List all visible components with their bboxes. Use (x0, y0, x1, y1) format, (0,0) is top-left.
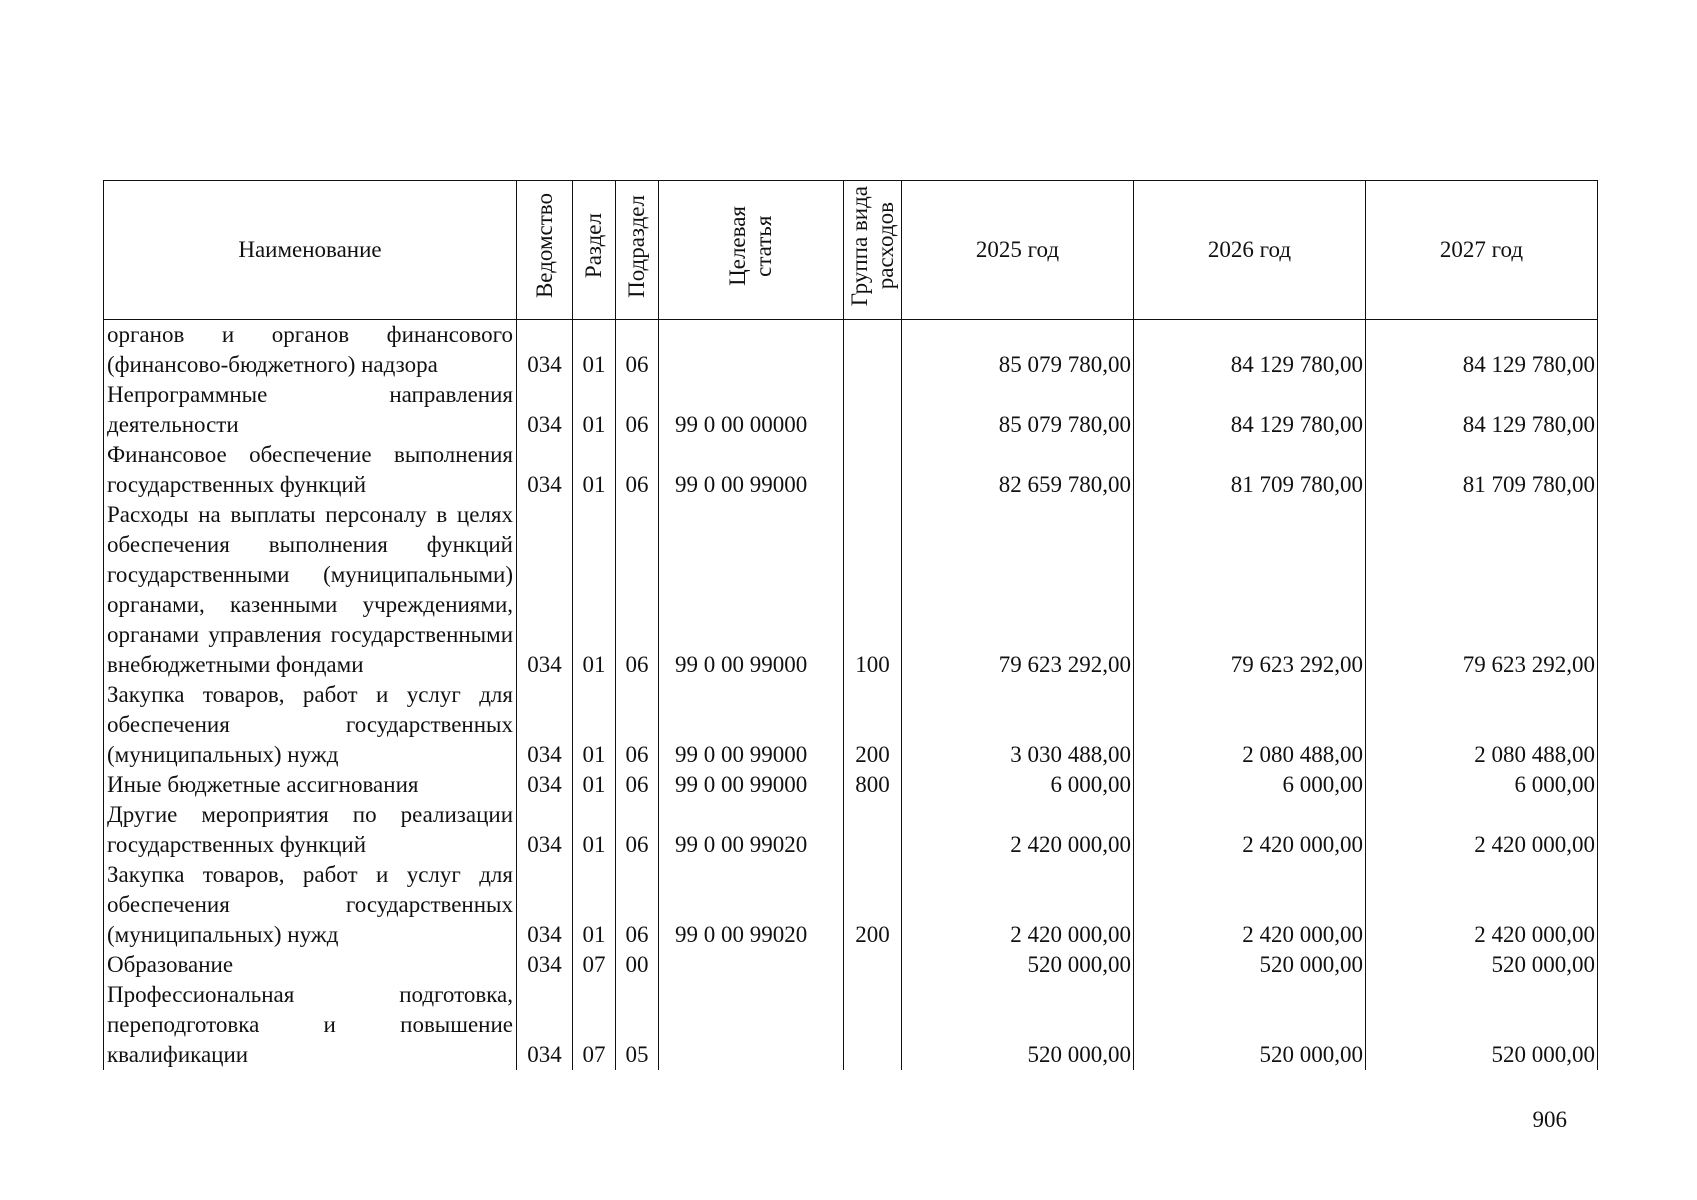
header-2026: 2026 год (1134, 181, 1366, 320)
row-subsection: 06 (616, 800, 659, 860)
table-row (104, 500, 1598, 680)
row-subsection: 06 (616, 680, 659, 770)
table-row (104, 320, 1598, 381)
row-department: 034 (517, 380, 573, 440)
row-target-article: 99 0 00 99020 (659, 800, 844, 860)
budget-table (103, 180, 1598, 1070)
row-value-2026: 2 420 000,00 (1134, 800, 1366, 860)
row-value-2026: 6 000,00 (1134, 770, 1366, 800)
row-name: Непрограммные направления деятельности (104, 380, 517, 440)
row-subsection: 06 (616, 500, 659, 680)
row-value-2025: 85 079 780,00 (902, 320, 1134, 381)
row-value-2027: 2 080 488,00 (1366, 680, 1598, 770)
row-value-2025: 6 000,00 (902, 770, 1134, 800)
row-value-2025: 85 079 780,00 (902, 380, 1134, 440)
row-subsection: 05 (616, 980, 659, 1070)
row-name: Закупка товаров, работ и услуг для обеспечения государственных (муниципальных) нужд (104, 680, 517, 770)
row-target-article (659, 320, 844, 381)
row-subsection: 06 (616, 770, 659, 800)
row-department: 034 (517, 500, 573, 680)
row-value-2025: 520 000,00 (902, 980, 1134, 1070)
row-value-2027: 520 000,00 (1366, 980, 1598, 1070)
row-value-2026: 520 000,00 (1134, 980, 1366, 1070)
row-expense-group (844, 440, 902, 500)
table-row (104, 860, 1598, 950)
row-department: 034 (517, 770, 573, 800)
row-department: 034 (517, 320, 573, 381)
row-subsection: 06 (616, 380, 659, 440)
row-section: 01 (573, 380, 616, 440)
row-department: 034 (517, 860, 573, 950)
row-name: Образование (104, 950, 517, 980)
header-target-article: Целевая статья (659, 181, 844, 320)
row-target-article: 99 0 00 99000 (659, 500, 844, 680)
row-department: 034 (517, 800, 573, 860)
row-target-article (659, 980, 844, 1070)
row-value-2026: 81 709 780,00 (1134, 440, 1366, 500)
table-row (104, 680, 1598, 770)
row-expense-group (844, 950, 902, 980)
row-value-2025: 2 420 000,00 (902, 800, 1134, 860)
row-name: Расходы на выплаты персоналу в целях обеспечения выполнения функций государственными (муниципальными) органами, казенными учреждениями, органами управления государственными внебюджетными фондами (104, 500, 517, 680)
header-row (104, 181, 1598, 320)
row-value-2026: 79 623 292,00 (1134, 500, 1366, 680)
row-expense-group: 200 (844, 680, 902, 770)
row-value-2025: 2 420 000,00 (902, 860, 1134, 950)
row-value-2027: 520 000,00 (1366, 950, 1598, 980)
row-section: 01 (573, 440, 616, 500)
row-target-article: 99 0 00 99000 (659, 440, 844, 500)
header-expense-group: Группа вида расходов (844, 181, 902, 320)
header-2027: 2027 год (1366, 181, 1598, 320)
row-name: Иные бюджетные ассигнования (104, 770, 517, 800)
row-section: 07 (573, 950, 616, 980)
row-value-2026: 84 129 780,00 (1134, 320, 1366, 381)
page-number: 906 (1532, 1107, 1567, 1132)
table-row (104, 950, 1598, 980)
table-row (104, 980, 1598, 1070)
row-target-article: 99 0 00 99020 (659, 860, 844, 950)
table-row (104, 440, 1598, 500)
row-value-2026: 84 129 780,00 (1134, 380, 1366, 440)
row-target-article: 99 0 00 99000 (659, 770, 844, 800)
row-subsection: 06 (616, 440, 659, 500)
row-target-article (659, 950, 844, 980)
row-name: Финансовое обеспечение выполнения государственных функций (104, 440, 517, 500)
header-subsection: Подраздел (616, 181, 659, 320)
row-value-2027: 2 420 000,00 (1366, 800, 1598, 860)
row-value-2025: 82 659 780,00 (902, 440, 1134, 500)
header-section: Раздел (573, 181, 616, 320)
row-value-2026: 2 420 000,00 (1134, 860, 1366, 950)
table-row (104, 800, 1598, 860)
row-subsection: 00 (616, 950, 659, 980)
row-section: 01 (573, 770, 616, 800)
row-department: 034 (517, 950, 573, 980)
row-department: 034 (517, 440, 573, 500)
table-row (104, 770, 1598, 800)
row-target-article: 99 0 00 99000 (659, 680, 844, 770)
row-expense-group (844, 380, 902, 440)
row-value-2025: 79 623 292,00 (902, 500, 1134, 680)
row-value-2027: 6 000,00 (1366, 770, 1598, 800)
row-name: органов и органов финансового (финансово-бюджетного) надзора (104, 320, 517, 381)
table-row (104, 380, 1598, 440)
row-section: 01 (573, 680, 616, 770)
row-section: 01 (573, 860, 616, 950)
row-value-2027: 84 129 780,00 (1366, 380, 1598, 440)
header-2025: 2025 год (902, 181, 1134, 320)
row-department: 034 (517, 980, 573, 1070)
header-name: Наименование (104, 181, 517, 320)
row-name: Закупка товаров, работ и услуг для обеспечения государственных (муниципальных) нужд (104, 860, 517, 950)
row-section: 01 (573, 500, 616, 680)
row-value-2027: 79 623 292,00 (1366, 500, 1598, 680)
row-expense-group (844, 980, 902, 1070)
row-section: 01 (573, 320, 616, 381)
row-value-2027: 84 129 780,00 (1366, 320, 1598, 381)
row-expense-group (844, 800, 902, 860)
row-target-article: 99 0 00 00000 (659, 380, 844, 440)
row-value-2026: 520 000,00 (1134, 950, 1366, 980)
row-subsection: 06 (616, 320, 659, 381)
row-section: 01 (573, 800, 616, 860)
row-value-2025: 3 030 488,00 (902, 680, 1134, 770)
row-name: Другие мероприятия по реализации государственных функций (104, 800, 517, 860)
row-subsection: 06 (616, 860, 659, 950)
row-section: 07 (573, 980, 616, 1070)
row-department: 034 (517, 680, 573, 770)
row-value-2027: 81 709 780,00 (1366, 440, 1598, 500)
row-value-2025: 520 000,00 (902, 950, 1134, 980)
header-department: Ведомство (517, 181, 573, 320)
row-name: Профессиональная подготовка, переподготовка и повышение квалификации (104, 980, 517, 1070)
row-expense-group: 800 (844, 770, 902, 800)
row-expense-group: 100 (844, 500, 902, 680)
row-expense-group: 200 (844, 860, 902, 950)
row-value-2027: 2 420 000,00 (1366, 860, 1598, 950)
table-body (104, 320, 1598, 1071)
row-value-2026: 2 080 488,00 (1134, 680, 1366, 770)
row-expense-group (844, 320, 902, 381)
